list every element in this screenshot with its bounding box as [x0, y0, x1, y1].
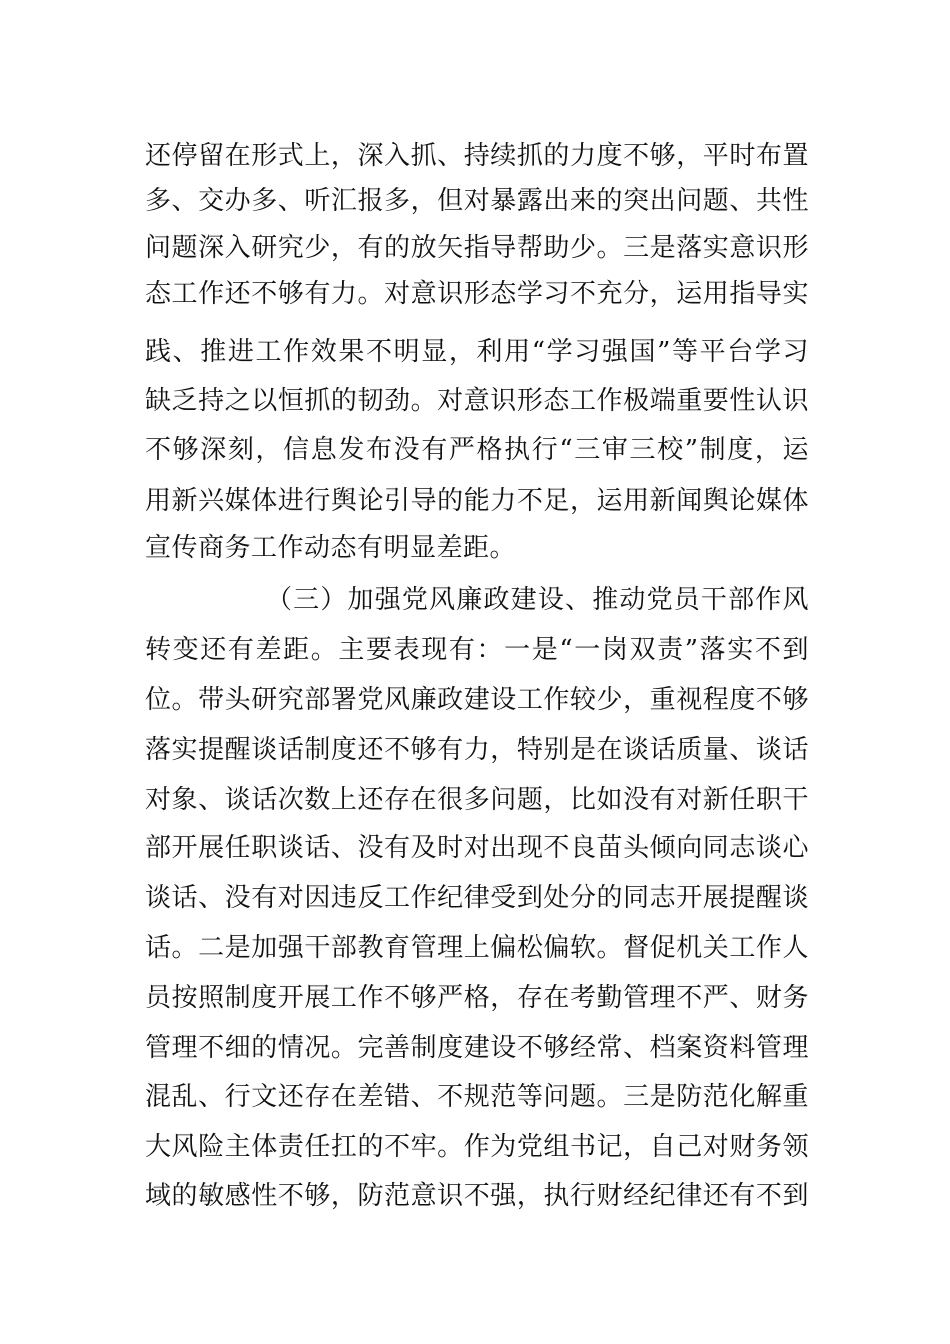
text-line: 对象、谈话次数上还存在很多问题，比如没有对新任职干 — [145, 785, 809, 815]
text-line: 缺乏持之以恒抓的韧劲。对意识形态工作极端重要性认识 — [145, 386, 809, 416]
text-line: 问题深入研究少，有的放矢指导帮助少。三是落实意识形 — [145, 233, 809, 263]
text-line: 域的敏感性不够，防范意识不强，执行财经纪律还有不到 — [145, 1181, 809, 1211]
text-line: 谈话、没有对因违反工作纪律受到处分的同志开展提醒谈 — [145, 883, 809, 913]
text-line: 转变还有差距。主要表现有：一是“一岗双责”落实不到 — [145, 635, 809, 665]
text-line: 落实提醒谈话制度还不够有力，特别是在谈话质量、谈话 — [145, 735, 809, 765]
text-line: 还停留在形式上，深入抓、持续抓的力度不够，平时布置 — [145, 141, 809, 171]
text-line: 用新兴媒体进行舆论引导的能力不足，运用新闻舆论媒体 — [145, 486, 809, 516]
text-line: 宣传商务工作动态有明显差距。 — [145, 533, 517, 563]
text-line: 践、推进工作效果不明显，利用“学习强国”等平台学习 — [145, 337, 809, 367]
text-line: 态工作还不够有力。对意识形态学习不充分，运用指导实 — [145, 279, 809, 309]
text-line: 位。带头研究部署党风廉政建设工作较少，重视程度不够 — [145, 685, 809, 715]
text-line: 员按照制度开展工作不够严格，存在考勤管理不严、财务 — [145, 983, 809, 1013]
text-line: 话。二是加强干部教育管理上偏松偏软。督促机关工作人 — [145, 933, 809, 963]
text-line: 管理不细的情况。完善制度建设不够经常、档案资料管理 — [145, 1033, 809, 1063]
text-line: 不够深刻，信息发布没有严格执行“三审三校”制度，运 — [145, 435, 809, 465]
text-line: 混乱、行文还存在差错、不规范等问题。三是防范化解重 — [145, 1082, 809, 1112]
text-line: 大风险主体责任扛的不牢。作为党组书记，自己对财务领 — [145, 1132, 809, 1162]
text-line: 部开展任职谈话、没有及时对出现不良苗头倾向同志谈心 — [145, 833, 809, 863]
text-line: 多、交办多、听汇报多，但对暴露出来的突出问题、共性 — [145, 186, 809, 216]
section-heading: （三）加强党风廉政建设、推动党员干部作风 — [266, 585, 809, 615]
